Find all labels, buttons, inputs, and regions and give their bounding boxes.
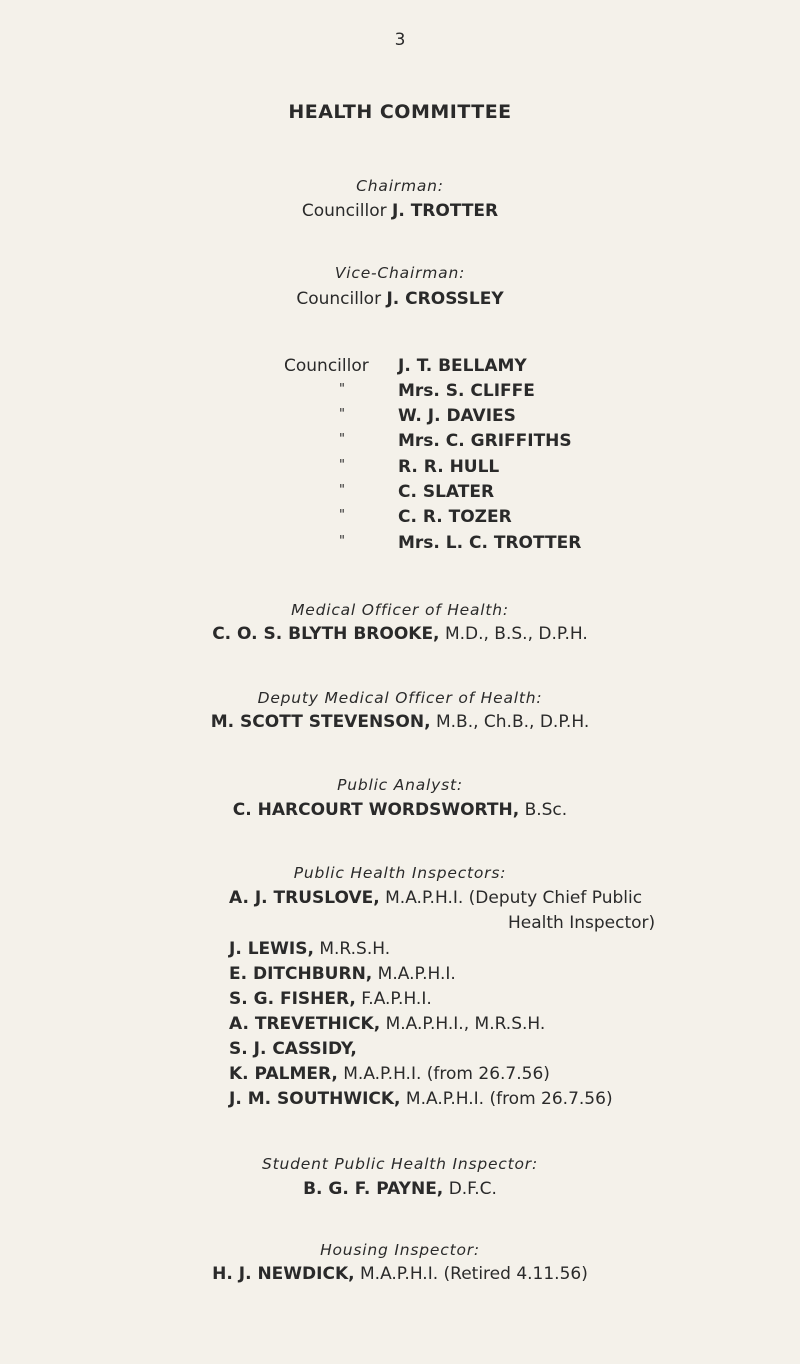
- moh-line: [0, 624, 800, 644]
- inspector-quals: M.A.P.H.I.: [385, 888, 464, 908]
- vice-chairman-prefix: Councillor: [296, 289, 382, 309]
- inspector-note: (from 26.7.56): [489, 1089, 613, 1109]
- inspector-name: S. G. FISHER,: [229, 989, 356, 1009]
- analyst-name: C. HARCOURT WORDSWORTH,: [232, 800, 520, 820]
- inspector-row: [229, 989, 432, 1009]
- chairman-prefix: Councillor: [301, 201, 387, 221]
- housing-role: Housing Inspector:: [320, 1241, 480, 1259]
- inspector-name: J. M. SOUTHWICK,: [229, 1089, 401, 1109]
- housing-line: [0, 1264, 800, 1284]
- analyst-line: [0, 800, 800, 820]
- inspector-row: [229, 1089, 613, 1109]
- deputy-moh-name: M. SCOTT STEVENSON,: [210, 712, 431, 732]
- inspector-quals: F.A.P.H.I.: [361, 989, 432, 1009]
- inspector-row: [229, 1064, 550, 1084]
- ditto-mark: ": [339, 407, 345, 422]
- ditto-mark: ": [339, 382, 345, 397]
- student-name: B. G. F. PAYNE,: [303, 1179, 444, 1199]
- inspector-quals: M.A.P.H.I., M.R.S.H.: [385, 1014, 546, 1034]
- councillor-prefix: Councillor: [284, 356, 369, 376]
- inspector-row: [229, 888, 642, 908]
- inspector-quals: M.A.P.H.I.: [343, 1064, 422, 1084]
- councillor-member: Mrs. S. CLIFFE: [398, 381, 535, 401]
- inspector-quals: M.A.P.H.I.: [377, 964, 456, 984]
- inspector-note: (from 26.7.56): [426, 1064, 550, 1084]
- chairman-line: [0, 201, 800, 221]
- moh-quals: M.D., B.S., D.P.H.: [444, 624, 588, 644]
- councillor-member: J. T. BELLAMY: [398, 356, 527, 376]
- student-line: [0, 1179, 800, 1199]
- inspector-name: A. TREVETHICK,: [229, 1014, 381, 1034]
- deputy-moh-line: [0, 712, 800, 732]
- councillor-member: W. J. DAVIES: [398, 406, 516, 426]
- deputy-moh-quals: M.B., Ch.B., D.P.H.: [435, 712, 590, 732]
- inspector-quals: M.R.S.H.: [319, 939, 391, 959]
- councillor-member: C. R. TOZER: [398, 507, 512, 527]
- vice-chairman-role: Vice-Chairman:: [334, 264, 466, 282]
- councillor-member: C. SLATER: [398, 482, 495, 502]
- inspector-name: A. J. TRUSLOVE,: [229, 888, 380, 908]
- moh-role: Medical Officer of Health:: [291, 601, 509, 619]
- chairman-name: J. TROTTER: [392, 201, 499, 221]
- page-title: HEALTH COMMITTEE: [288, 101, 512, 123]
- inspector-note-continuation: Health Inspector): [508, 913, 656, 933]
- deputy-moh-role: Deputy Medical Officer of Health:: [257, 689, 543, 707]
- housing-name: H. J. NEWDICK,: [212, 1264, 355, 1284]
- ditto-mark: ": [339, 508, 345, 523]
- ditto-mark: ": [339, 458, 345, 473]
- page-number: 3: [394, 30, 406, 50]
- chairman-role: Chairman:: [356, 177, 444, 195]
- inspector-note: (Deputy Chief Public: [468, 888, 643, 908]
- inspector-name: S. J. CASSIDY,: [229, 1039, 357, 1059]
- analyst-role: Public Analyst:: [337, 776, 463, 794]
- inspector-row: [229, 1039, 357, 1059]
- moh-name: C. O. S. BLYTH BROOKE,: [212, 624, 440, 644]
- inspectors-role: Public Health Inspectors:: [293, 864, 507, 882]
- vice-chairman-name: J. CROSSLEY: [386, 289, 504, 309]
- vice-chairman-line: [0, 289, 800, 309]
- inspector-name: E. DITCHBURN,: [229, 964, 373, 984]
- inspector-name: J. LEWIS,: [229, 939, 314, 959]
- councillor-member: Mrs. L. C. TROTTER: [398, 533, 582, 553]
- analyst-quals: B.Sc.: [524, 800, 568, 820]
- ditto-mark: ": [339, 483, 345, 498]
- councillor-member: Mrs. C. GRIFFITHS: [398, 431, 572, 451]
- inspector-quals: M.A.P.H.I.: [405, 1089, 485, 1109]
- inspector-row: [229, 939, 390, 959]
- student-quals: D.F.C.: [448, 1179, 497, 1199]
- councillor-member: R. R. HULL: [398, 457, 500, 477]
- housing-note: (Retired 4.11.56): [443, 1264, 588, 1284]
- ditto-mark: ": [339, 432, 345, 447]
- student-role: Student Public Health Inspector:: [262, 1155, 538, 1173]
- inspector-row: [229, 1014, 545, 1034]
- inspector-name: K. PALMER,: [229, 1064, 338, 1084]
- housing-quals: M.A.P.H.I.: [360, 1264, 439, 1284]
- inspector-row: [229, 964, 456, 984]
- ditto-mark: ": [339, 534, 345, 549]
